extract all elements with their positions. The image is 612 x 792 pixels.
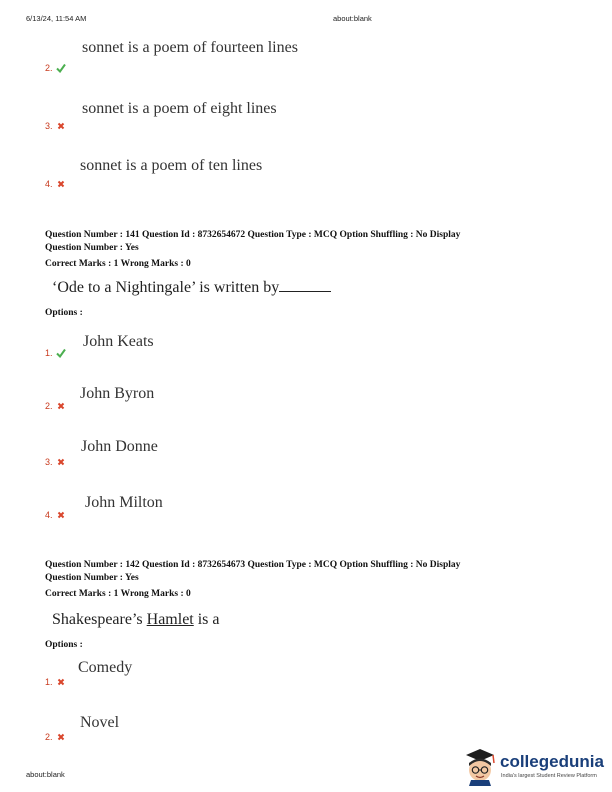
question-text: ‘Ode to a Nightingale’ is written by	[52, 279, 331, 297]
cross-icon	[56, 510, 66, 520]
question-meta	[45, 559, 460, 601]
underlined-title: Hamlet	[146, 611, 194, 628]
option-text: John Donne	[81, 438, 158, 455]
options-label: Options :	[45, 308, 83, 318]
cross-icon	[56, 179, 66, 189]
print-datetime: 6/13/24, 11:54 AM	[26, 14, 87, 23]
logo-tagline: India's largest Student Review Platform	[501, 773, 597, 779]
option-text: sonnet is a poem of fourteen lines	[82, 39, 298, 56]
check-icon	[56, 348, 66, 358]
question-meta-line: Question Number : Yes	[45, 572, 139, 583]
footer-url: about:blank	[26, 770, 65, 779]
option-text: John Keats	[83, 333, 154, 350]
marks-line: Correct Marks : 1 Wrong Marks : 0	[45, 259, 191, 269]
cross-icon	[56, 401, 66, 411]
logo-name: collegedunia	[500, 752, 604, 771]
option-text: John Byron	[80, 385, 155, 402]
cross-icon	[56, 121, 66, 131]
option-text: Comedy	[78, 659, 133, 676]
option-number: 3.	[45, 121, 66, 131]
question-meta-line: Question Number : 142 Question Id : 8732654673 Question Type : MCQ Option Shuffling : No Display	[45, 560, 461, 570]
option-number: 4.	[45, 510, 66, 520]
question-meta	[45, 229, 460, 271]
option-text: sonnet is a poem of eight lines	[82, 100, 277, 117]
cross-icon	[56, 732, 66, 742]
cross-icon	[56, 457, 66, 467]
collegedunia-logo	[462, 744, 610, 788]
question-text: Shakespeare’s Hamlet is a	[52, 611, 220, 628]
cross-icon	[56, 677, 66, 687]
option-number: 3.	[45, 457, 66, 467]
option-number: 2.	[45, 63, 66, 73]
check-icon	[56, 63, 66, 73]
marks-line: Correct Marks : 1 Wrong Marks : 0	[45, 589, 191, 599]
answer-blank	[279, 279, 331, 292]
option-text: sonnet is a poem of ten lines	[80, 157, 263, 174]
question-meta-line: Question Number : Yes	[45, 242, 139, 253]
option-number: 1.	[45, 677, 66, 687]
question-meta-line: Question Number : 141 Question Id : 8732654672 Question Type : MCQ Option Shuffling : No Display	[45, 230, 461, 240]
print-url: about:blank	[333, 14, 372, 23]
options-label: Options :	[45, 640, 83, 650]
option-number: 1.	[45, 348, 66, 358]
option-number: 4.	[45, 179, 66, 189]
mascot-icon	[462, 746, 498, 786]
option-number: 2.	[45, 732, 66, 742]
option-text: Novel	[80, 714, 120, 731]
option-text: John Milton	[85, 494, 163, 511]
option-number: 2.	[45, 401, 66, 411]
